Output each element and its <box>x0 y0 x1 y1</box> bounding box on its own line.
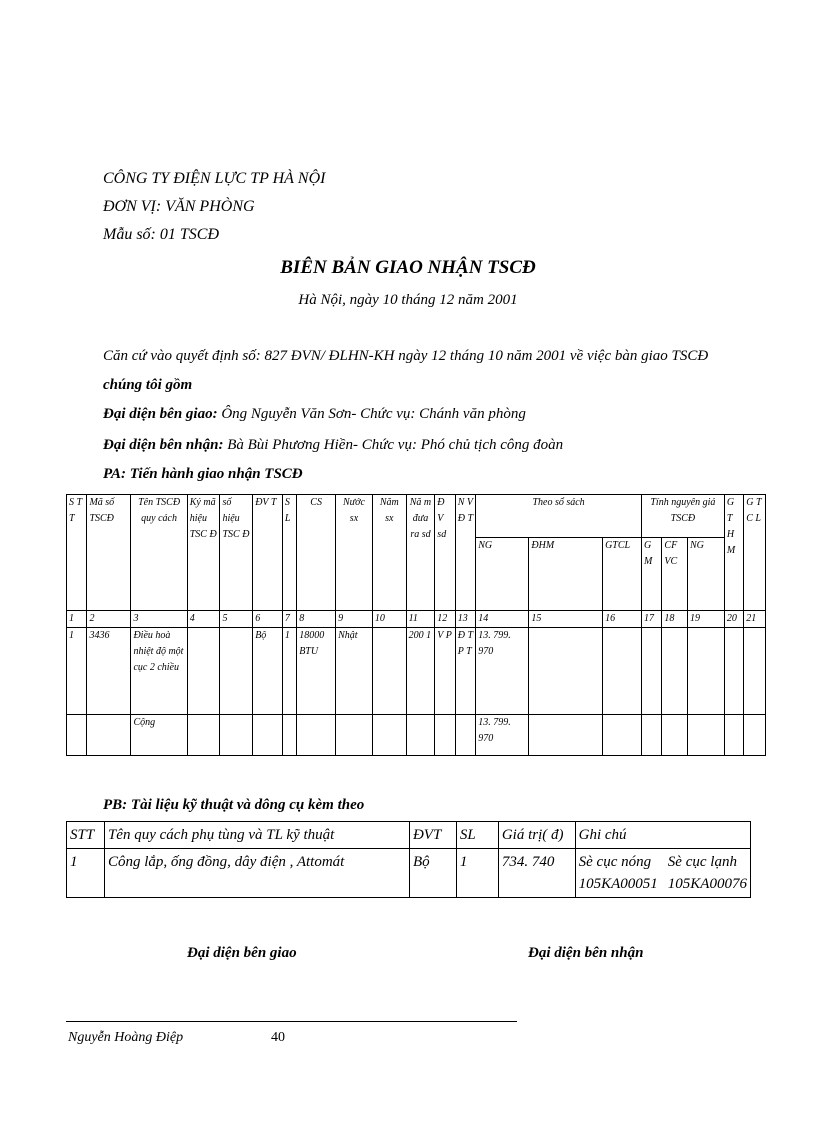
colnum: 13 <box>455 611 475 628</box>
pa-title: PA: Tiến hành giao nhận TSCĐ <box>103 466 303 482</box>
total-cell <box>455 715 475 756</box>
row-ten: Điều hoà nhiệt độ một cục 2 chiều <box>131 628 187 715</box>
receiver-line <box>103 437 563 454</box>
total-cell <box>67 715 87 756</box>
form-number: Mẫu số: 01 TSCĐ <box>103 226 220 243</box>
colnum: 11 <box>406 611 435 628</box>
total-cell <box>253 715 283 756</box>
row-nvdt: Đ T P T <box>455 628 475 715</box>
table-row <box>67 849 751 898</box>
row-dhm <box>529 628 603 715</box>
row-gtcl-end <box>744 628 766 715</box>
t2-header-sl: SL <box>456 822 498 849</box>
header-dvsd: Đ V sd <box>435 495 455 611</box>
total-label: Cộng <box>131 715 187 756</box>
header-nuoc: Nước sx <box>336 495 373 611</box>
document-date: Hà Nội, ngày 10 tháng 12 năm 2001 <box>298 292 518 308</box>
note-cold-label: Sè cục lạnh <box>667 854 737 870</box>
t2-row-ten: Công lắp, ống đồng, dây điện , Attomát <box>104 849 409 898</box>
total-row <box>67 715 766 756</box>
row-gm <box>641 628 661 715</box>
row-gthm <box>724 628 743 715</box>
row-dvt: Bộ <box>253 628 283 715</box>
company-name: CÔNG TY ĐIỆN LỰC TP HÀ NỘI <box>103 170 326 187</box>
colnum: 2 <box>87 611 131 628</box>
header-gtcl2: GTCL <box>603 538 642 611</box>
colnum: 17 <box>641 611 661 628</box>
row-nam <box>372 628 406 715</box>
basis-text: Căn cứ vào quyết định số: 827 ĐVN/ ĐLHN-KH ngày 12 tháng 10 năm 2001 về việc bàn giao TSCĐ <box>103 348 709 364</box>
giver-line <box>103 406 526 423</box>
header-kyma: Ký mã hiệu TSC Đ <box>187 495 220 611</box>
row-ng2 <box>687 628 724 715</box>
footer-author: Nguyễn Hoàng Điệp <box>68 1030 184 1045</box>
total-cell <box>406 715 435 756</box>
we-text: chúng tôi gồm <box>103 377 193 393</box>
total-cell <box>603 715 642 756</box>
colnum: 3 <box>131 611 187 628</box>
total-cell <box>435 715 455 756</box>
header-dhm: ĐHM <box>529 538 603 611</box>
note-hot-label: Sè cục nóng <box>578 854 652 870</box>
t2-header-ten: Tên quy cách phụ tùng và TL kỹ thuật <box>104 822 409 849</box>
colnum: 5 <box>220 611 253 628</box>
table-row <box>67 628 766 715</box>
total-cell <box>220 715 253 756</box>
total-cell <box>641 715 661 756</box>
row-gtcl <box>603 628 642 715</box>
asset-table <box>66 494 766 756</box>
total-cell <box>297 715 336 756</box>
header-ng: NG <box>476 538 529 611</box>
header-theososach: Theo sổ sách <box>476 495 642 538</box>
total-cell <box>687 715 724 756</box>
header-ng2: NG <box>687 538 724 611</box>
signature-giver: Đại diện bên giao <box>187 945 297 961</box>
colnum: 16 <box>603 611 642 628</box>
table-header-row <box>67 495 766 538</box>
header-gm: G M <box>641 538 661 611</box>
t2-header-stt: STT <box>67 822 105 849</box>
header-stt: S T T <box>67 495 87 611</box>
row-cfvc <box>662 628 688 715</box>
total-cell <box>662 715 688 756</box>
header-ten: Tên TSCĐ quy cách <box>131 495 187 611</box>
colnum: 18 <box>662 611 688 628</box>
header-sohieu: số hiệu TSC Đ <box>220 495 253 611</box>
row-sohieu <box>220 628 253 715</box>
header-namdua: Nă m đưa ra sd <box>406 495 435 611</box>
row-dvsd: V P <box>435 628 455 715</box>
colnum: 19 <box>687 611 724 628</box>
giver-label: Đại diện bên giao: <box>103 406 218 422</box>
signature-receiver: Đại diện bên nhận <box>528 945 644 961</box>
total-cell <box>336 715 373 756</box>
t2-header-dvt: ĐVT <box>409 822 456 849</box>
note-hot-value: 105KA00051 <box>578 876 658 892</box>
total-cell <box>724 715 743 756</box>
header-nvdt: N V Đ T <box>455 495 475 611</box>
total-cell <box>529 715 603 756</box>
pb-title: PB: Tài liệu kỹ thuật và dông cụ kèm theo <box>103 797 365 813</box>
row-sl: 1 <box>282 628 296 715</box>
receiver-value: Bà Bùi Phương Hiền- Chức vụ: Phó chủ tịch công đoàn <box>227 437 564 453</box>
row-kyma <box>187 628 220 715</box>
t2-header-gia: Giá trị( đ) <box>498 822 575 849</box>
note-cold-value: 105KA00076 <box>667 876 747 892</box>
header-nam: Năm sx <box>372 495 406 611</box>
row-cs: 18000 BTU <box>297 628 336 715</box>
receiver-label: Đại diện bên nhận: <box>103 437 224 453</box>
header-sl: S L <box>282 495 296 611</box>
column-number-row <box>67 611 766 628</box>
colnum: 1 <box>67 611 87 628</box>
header-gtcl: G T C L <box>744 495 766 611</box>
header-dvt: ĐV T <box>253 495 283 611</box>
colnum: 6 <box>253 611 283 628</box>
giver-value: Ông Nguyễn Văn Sơn- Chức vụ: Chánh văn phòng <box>221 406 526 422</box>
row-maso: 3436 <box>87 628 131 715</box>
header-cfvc: CF VC <box>662 538 688 611</box>
t2-row-dvt: Bộ <box>409 849 456 898</box>
t2-header-ghichu: Ghi chú <box>575 822 750 849</box>
table2-header-row <box>67 822 751 849</box>
colnum: 4 <box>187 611 220 628</box>
accessories-table <box>66 821 751 898</box>
colnum: 12 <box>435 611 455 628</box>
colnum: 9 <box>336 611 373 628</box>
colnum: 14 <box>476 611 529 628</box>
colnum: 7 <box>282 611 296 628</box>
header-cs: CS <box>297 495 336 611</box>
colnum: 15 <box>529 611 603 628</box>
header-maso: Mã số TSCĐ <box>87 495 131 611</box>
colnum: 8 <box>297 611 336 628</box>
total-cell <box>744 715 766 756</box>
page-number: 40 <box>271 1030 285 1045</box>
t2-row-ghichu <box>575 849 750 898</box>
document-title: BIÊN BẢN GIAO NHẬN TSCĐ <box>280 257 536 278</box>
t2-row-gia: 734. 740 <box>498 849 575 898</box>
colnum: 20 <box>724 611 743 628</box>
t2-row-stt: 1 <box>67 849 105 898</box>
header-tinhnguyengia: Tính nguyên giá TSCĐ <box>641 495 724 538</box>
note-cold <box>668 851 747 895</box>
note-hot <box>579 851 658 895</box>
t2-row-sl: 1 <box>456 849 498 898</box>
unit-name: ĐƠN VỊ: VĂN PHÒNG <box>103 198 255 215</box>
total-cell <box>372 715 406 756</box>
row-namdua: 200 1 <box>406 628 435 715</box>
total-cell <box>187 715 220 756</box>
total-ng: 13. 799. 970 <box>476 715 529 756</box>
row-stt: 1 <box>67 628 87 715</box>
total-cell <box>87 715 131 756</box>
row-ng: 13. 799. 970 <box>476 628 529 715</box>
row-nuoc: Nhật <box>336 628 373 715</box>
footer-divider <box>66 1021 517 1022</box>
colnum: 10 <box>372 611 406 628</box>
colnum: 21 <box>744 611 766 628</box>
total-cell <box>282 715 296 756</box>
header-gthm: G T H M <box>724 495 743 611</box>
